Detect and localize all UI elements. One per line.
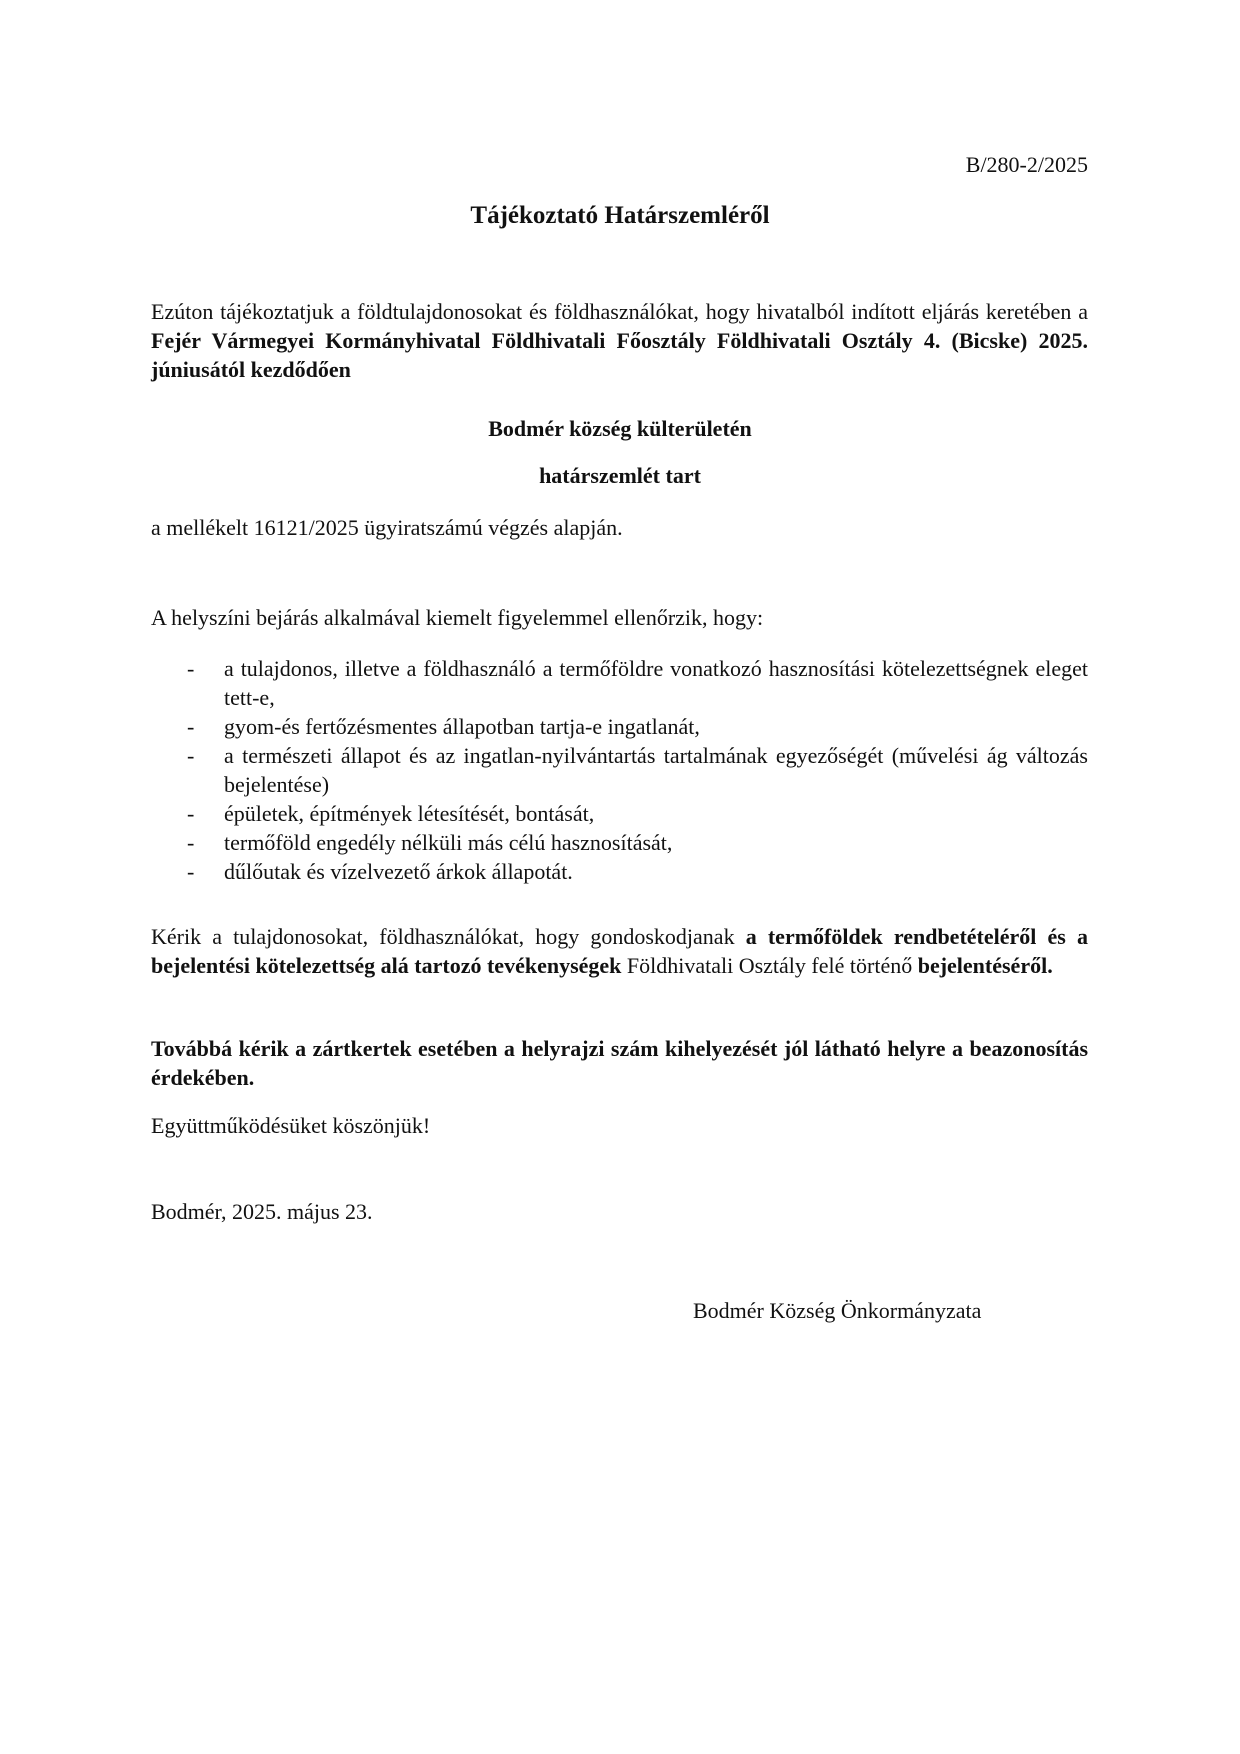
basis-line: a mellékelt 16121/2025 ügyiratszámú végzés alapján.	[151, 515, 623, 540]
list-item-text: a természeti állapot és az ingatlan-nyilvántartás tartalmának egyezőségét (művelési ág változás bejelentése)	[224, 743, 1088, 797]
intro-paragraph	[151, 297, 1088, 384]
action-heading: határszemlét tart	[539, 463, 701, 488]
intro-office-name: Fejér Vármegyei Kormányhivatal Földhivatali Főosztály Földhivatali Osztály 4. (Bicske) 2025. júniusától kezdődően	[151, 328, 1088, 382]
request-emphasis: a termőföldek rendbetételéről és a bejelentési kötelezettség alá tartozó tevékenységek	[151, 924, 1088, 978]
place-date: Bodmér, 2025. május 23.	[151, 1199, 373, 1224]
list-item	[151, 799, 1088, 828]
list-item-text: termőföld engedély nélküli más célú hasznosítását,	[224, 830, 673, 855]
inspection-list	[151, 654, 1088, 886]
bullet-dash: -	[187, 830, 195, 855]
document-title: Tájékoztató Határszemléről	[470, 202, 770, 229]
request-emphasis-2: bejelentéséről.	[917, 953, 1053, 978]
inspection-lead: A helyszíni bejárás alkalmával kiemelt figyelemmel ellenőrzik, hogy:	[151, 605, 764, 630]
list-item	[151, 857, 1088, 886]
list-item-text: a tulajdonos, illetve a földhasználó a termőföldre vonatkozó hasznosítási kötelezettségnek eleget tett-e,	[224, 656, 1088, 710]
bullet-dash: -	[187, 714, 195, 739]
list-item-text: gyom-és fertőzésmentes állapotban tartja-e ingatlanát,	[224, 714, 700, 739]
bullet-dash: -	[187, 801, 195, 826]
thanks-line: Együttműködésüket köszönjük!	[151, 1113, 431, 1138]
list-item	[151, 654, 1088, 712]
list-item	[151, 828, 1088, 857]
list-item-text: dűlőutak és vízelvezető árkok állapotát.	[224, 859, 573, 884]
request-text-2: Földhivatali Osztály felé történő	[621, 953, 918, 978]
list-item-text: épületek, építmények létesítését, bontását,	[224, 801, 595, 826]
reference-number: B/280-2/2025	[965, 152, 1088, 177]
bullet-dash: -	[187, 656, 195, 681]
bullet-dash: -	[187, 743, 195, 768]
bullet-dash: -	[187, 859, 195, 884]
signature: Bodmér Község Önkormányzata	[693, 1298, 982, 1323]
request-text: Kérik a tulajdonosokat, földhasználókat, hogy gondoskodjanak	[151, 924, 746, 949]
request-paragraph	[151, 922, 1088, 980]
further-request: Továbbá kérik a zártkertek esetében a helyrajzi szám kihelyezését jól látható helyre a beazonosítás érdekében.	[151, 1036, 1088, 1090]
location-heading: Bodmér község külterületén	[488, 416, 752, 441]
intro-text: Ezúton tájékoztatjuk a földtulajdonosokat és földhasználókat, hogy hivatalból indított eljárás keretében a	[151, 299, 1088, 324]
list-item	[151, 741, 1088, 799]
list-item	[151, 712, 1088, 741]
